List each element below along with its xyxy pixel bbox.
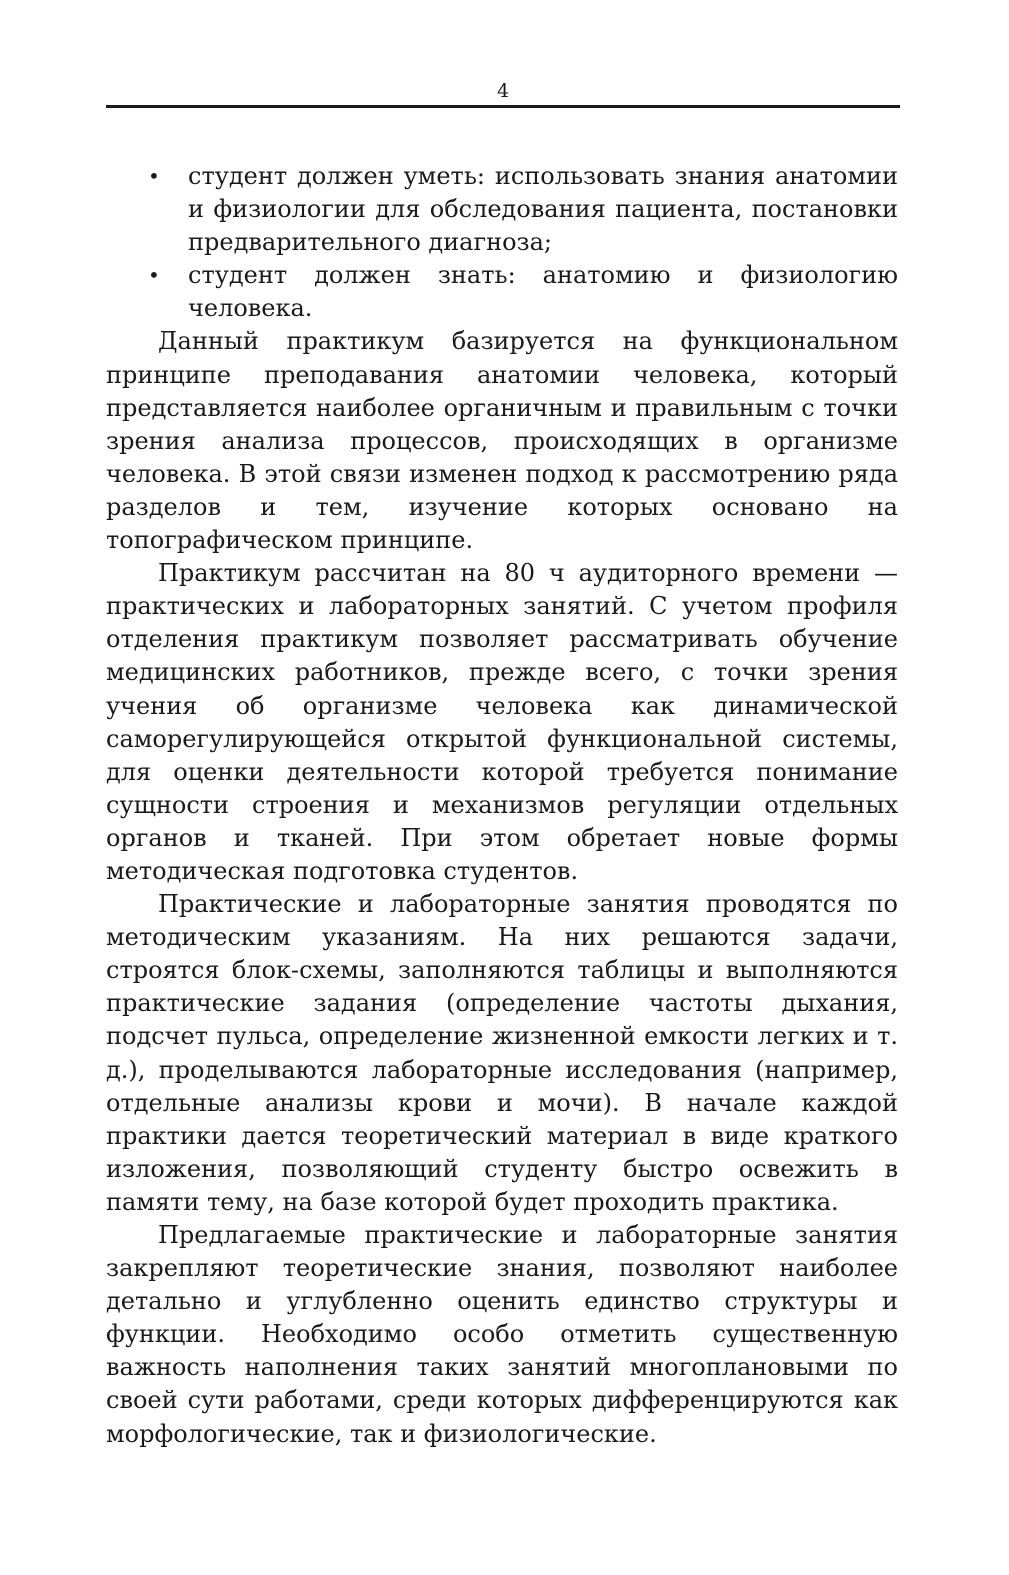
paragraph: Практикум рассчитан на 80 ч аудиторного времени — практических и лабораторных занятий. С учетом профиля отделения практикум позволяет рассматривать обучение медицинских работников, прежде всего, с точки зрения учения об организме человека как динамической саморегулирующейся открытой функциональной системы, для оценки деятельности которой требуется понимание сущности строения и механизмов регуляции отдельных органов и тканей. При этом обретает новые формы методическая подготовка студентов. xyxy=(106,559,898,885)
paragraph: Предлагаемые практические и лабораторные занятия закрепляют теоретические знания, позволяют наиболее детально и углубленно оценить единство структуры и функции. Необходимо особо отметить существенную важность наполнения таких занятий многоплановыми по своей сути работами, среди которых дифференцируются как морфологические, так и физиологические. xyxy=(106,1221,898,1448)
bullet-text: студент должен уметь: использовать знания анатомии и физиологии для обследования пациента, постановки предварительного диагноза; xyxy=(188,162,898,257)
page-header xyxy=(106,78,900,108)
page-number: 4 xyxy=(496,80,510,102)
bullet-item xyxy=(106,160,898,259)
bullet-text: студент должен знать: анатомию и физиологию человека. xyxy=(188,261,898,323)
bullet-list xyxy=(106,160,898,325)
page-body xyxy=(106,160,898,1451)
bullet-icon: • xyxy=(148,164,160,188)
paragraph: Практические и лабораторные занятия проводятся по методическим указаниям. На них решаются задачи, строятся блок-схемы, заполняются таблицы и выполняются практические задания (определение частоты дыхания, подсчет пульса, определение жизненной емкости легких и т. д.), проделываются лабораторные исследования (например, отдельные анализы крови и мочи). В начале каждой практики дается теоретический материал в виде краткого изложения, позволяющий студенту быстро освежить в памяти тему, на базе которой будет проходить практика. xyxy=(106,890,898,1216)
header-rule xyxy=(106,105,900,108)
bullet-item xyxy=(106,259,898,325)
bullet-icon: • xyxy=(148,263,160,288)
paragraph: Данный практикум базируется на функциональном принципе преподавания анатомии человека, который представляется наиболее органичным и правильным с точки зрения анализа процессов, происходящих в организме человека. В этой связи изменен подход к рассмотрению ряда разделов и тем, изучение которых основано на топографическом принципе. xyxy=(106,327,898,555)
